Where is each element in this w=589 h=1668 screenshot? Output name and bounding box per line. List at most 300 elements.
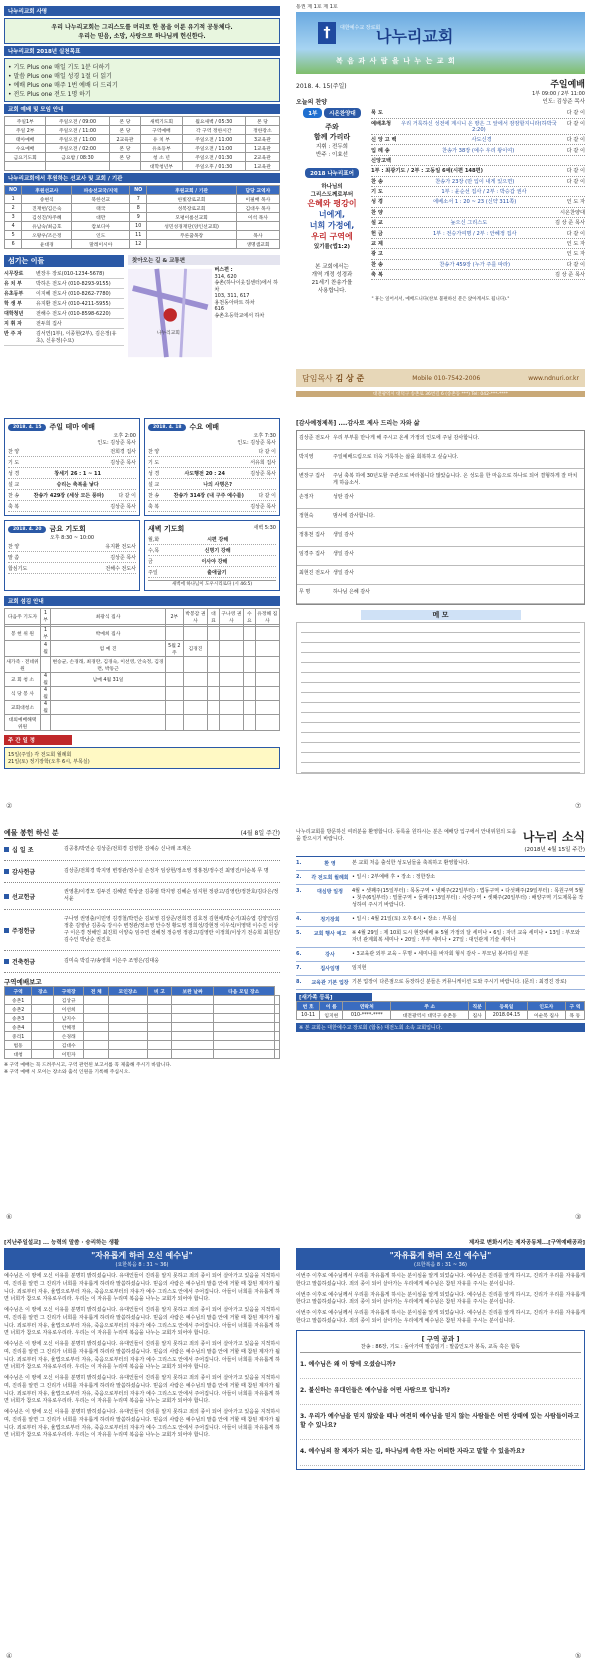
report-cell: 김상규 (54, 996, 84, 1005)
wed-row-cell: 설 교 (148, 481, 160, 488)
report-cell (32, 1041, 54, 1050)
mission-cell: 9 (130, 213, 147, 222)
lesson-paragraph: 이번주 이후로 예수님께서 우리를 자유롭게 하시는 분이심을 알게 되었습니다. 예수님은 진리를 알게 하시고, 진리가 우리를 자유롭게 한다고 말씀하셨습니다. 죄의 종이 되어 살아가는 우리에게 예수님은 참된 자유를 주시는 분이십니다. (296, 1291, 585, 1306)
report-table (4, 986, 280, 1059)
serve-cell: 다음주 기도자 (5, 609, 41, 625)
sun-row-cell (19, 448, 110, 455)
mission-cell: 2 (5, 204, 22, 213)
serve-cell (219, 687, 243, 701)
report-cell (274, 1041, 279, 1050)
sun-row-cell: 김상준 목사 (110, 503, 136, 510)
worship-cell: 1교육관 (245, 144, 279, 153)
worship-cell: 본 당 (109, 144, 141, 153)
mission-cell: 태국 (72, 204, 130, 213)
thanks-name: 변장구 집사 (299, 473, 325, 479)
report-header: 모인장소 (109, 987, 147, 996)
news-text: 기본 업장이 다른점으로 등장하신 분들은 커뮤니케이션 도와 주시기 바랍니다. (문의 : 최경진 장로) (352, 979, 567, 985)
news-item (296, 948, 585, 962)
question-list (300, 1359, 581, 1466)
order-item: 축 복 (371, 272, 383, 279)
news-heading: 각 전도회 월례회 (311, 875, 349, 881)
dawn-row-cell: 주일 (148, 569, 158, 576)
pastor-bar (296, 369, 585, 387)
vision-line-2: 우리는 믿음, 소망, 사랑으로 하나님께 헌신한다. (78, 33, 206, 40)
mission-cell: 6 (5, 240, 22, 249)
thanks-title: [감사예정제목] ....감사로 제사 드리는 자와 삶 (296, 420, 420, 427)
wed-row (148, 490, 276, 501)
page-number: ③ (575, 1213, 582, 1221)
order-detail (387, 240, 563, 247)
mission-cell: 3 (5, 213, 22, 222)
news-item (296, 857, 585, 871)
staff-name: 전해수 전도사 (010-8598-6220) (36, 311, 111, 317)
fri-title: 금요 기도회 (49, 525, 86, 533)
report-cell: 대청 (5, 1050, 32, 1059)
serve-cell: 5월 2주 (165, 641, 183, 657)
offering-names: 구나영 권영출/이민영 김경철/박연순 김보영 김상준/전희경 김효정 김현애/박순기/최승엽 김양인/김정훈 김영남 김종숙 강시수 변정관/정소영 안수정 황도영 정희성/강현정 이우석/이영택 이수진 이상구 이은경 정해인 최진희 이양숙 임주연 전혜정 정승영 정광고/김영란 이정희/이상기 전승희 최원진/김수인 박남순 권진호 (64, 916, 280, 943)
lesson-paragraph: 이번주 이후로 예수님께서 우리를 자유롭게 하시는 분이심을 알게 되었습니다. 예수님은 진리를 알게 하시고, 진리가 우리를 자유롭게 한다고 말씀하셨습니다. 죄의 종이 되어 살아가는 우리에게 예수님은 참된 자유를 주시는 분이십니다. (296, 1273, 585, 1287)
thanks-name: 무 명 (299, 589, 311, 595)
report-cell (213, 1041, 274, 1050)
order-item: 예배초청 (371, 120, 392, 127)
worship-cell: 태아예배 (5, 135, 46, 144)
news-number: 6. (296, 951, 302, 957)
wed-title: 수요 예배 (189, 423, 219, 431)
banner-motto: 복 음 과 사 람 을 나 누 는 교 회 (336, 57, 456, 66)
report-cell: 송촌3 (5, 1014, 32, 1023)
dawn-row-cell: 신명기 강해 (204, 547, 231, 554)
dawn-row-cell: 수,목 (148, 547, 160, 554)
order-row (371, 228, 585, 238)
mission-table (4, 185, 280, 249)
memo-lines[interactable] (296, 622, 585, 774)
report-cell (274, 996, 279, 1005)
order-detail: 높으신 그리스도 (450, 220, 488, 227)
newcomer-heading: [새가족 등록] (296, 993, 372, 1001)
staff-row (4, 309, 124, 319)
serve-cell (219, 701, 243, 715)
newcomer-cell: 목 동 (565, 1011, 584, 1020)
page-number: ⑥ (6, 1213, 13, 1221)
thanks-text: 성탄 감사 (333, 494, 354, 500)
sermon-reference: (요한복음 8 : 31 ~ 36) (115, 1262, 169, 1268)
report-cell: 손경래 (54, 1032, 84, 1041)
sun-row-cell (19, 503, 110, 510)
offering-category-label: 건축헌금 (12, 959, 36, 966)
serve-cell (244, 715, 256, 731)
worship-cell: 청 소 년 (141, 153, 182, 162)
report-header: 비 고 (147, 987, 172, 996)
serve-cell (219, 715, 243, 731)
motto-line: 우리 구역에 (311, 232, 353, 242)
worship-cell: 월요새벽 / 05:30 (182, 117, 245, 126)
serve-cell: 4월 (41, 687, 51, 701)
mission-row (5, 195, 280, 204)
report-cell: 이민자 (54, 1050, 84, 1059)
mission-row (5, 240, 280, 249)
news-number: 8. (296, 979, 302, 985)
worship-cell: 금요기도회 (5, 153, 46, 162)
dawn-row (148, 534, 276, 545)
dawn-row (148, 556, 276, 567)
offering-names: 권영훈/이경모 김두진 김혜민 박상균 김종범 박지영 김혜순 임지현 정광고/김영란/정찬호/김다은/정서윤 (64, 889, 279, 902)
serve-cell (5, 641, 41, 657)
serve-cell (183, 673, 207, 687)
conductor: 지휘 : 전두희 (316, 144, 348, 151)
serve-cell (244, 627, 256, 641)
wed-time: 오후 7:30 (253, 433, 276, 439)
report-cell (32, 1005, 54, 1014)
order-item: 찬 송 (371, 178, 383, 185)
offering-bullet (4, 928, 9, 933)
serve-cell: 1부 (41, 609, 51, 625)
mission-cell: 10 (130, 222, 147, 231)
serve-cell (183, 715, 207, 731)
report-cell: 송촌1 (5, 996, 32, 1005)
order-person: 다 같 이 (566, 137, 585, 144)
sun-row-cell: 전희경 집사 (110, 448, 136, 455)
fri-row-cell: 말 씀 (8, 554, 20, 561)
service-times: 1부 09:00 / 2부 11:00 (532, 91, 585, 98)
news-heading: 정기장회 (320, 917, 340, 923)
worship-cell (5, 162, 46, 171)
worship-cell: 본 당 (109, 117, 141, 126)
panel-sermon (4, 1238, 280, 1658)
sermon-body (4, 1273, 280, 1443)
mission-cell: 5 (5, 231, 22, 240)
report-cell (274, 1032, 279, 1041)
serve-cell: 수요 (244, 609, 256, 625)
news-item (296, 962, 585, 976)
lesson-box (296, 1330, 585, 1470)
panel-thanks-memo (296, 418, 585, 810)
report-cell (84, 1005, 109, 1014)
fri-time: 오후 8:30 ~ 10:00 (49, 535, 95, 541)
order-person: 다 같 이 (566, 178, 585, 185)
newcomer-header: 이 름 (320, 1002, 343, 1011)
news-text: • 일시 : 4월 21일(토) 오후 6시 • 장소 : 부목실 (352, 916, 457, 922)
newcomer-header: 인도자 (527, 1002, 565, 1011)
mission-cell: 말레이시아 (72, 240, 130, 249)
offering-category-label: 십 일 조 (12, 847, 34, 854)
report-cell (109, 1014, 147, 1023)
serve-cell (208, 641, 220, 657)
report-cell (84, 1032, 109, 1041)
report-cell (84, 1014, 109, 1023)
page-number: ⑤ (575, 1652, 582, 1660)
serve-row (5, 715, 280, 731)
report-cell (213, 1014, 274, 1023)
mission-cell: 인도 (72, 231, 130, 240)
sun-row-cell: 성 경 (8, 470, 20, 477)
report-row (5, 1050, 280, 1059)
serve-cell (208, 657, 220, 673)
order-detail (387, 109, 563, 116)
motto-line: 하나님의 (321, 184, 343, 191)
order-item: 헌 금 (371, 230, 383, 237)
mission-cell: 성민성경재단(양인선교회) (147, 222, 236, 231)
church-website[interactable]: www.ndnuri.or.kr (528, 374, 579, 382)
staff-role: 시무장로 (4, 271, 24, 277)
order-of-service (371, 108, 585, 294)
worship-row (5, 117, 280, 126)
thanks-row (297, 431, 584, 450)
report-cell (172, 1023, 213, 1032)
mission-row (5, 231, 280, 240)
offering-row (4, 861, 280, 883)
denomination: 대한예수교 장로회 (340, 25, 381, 32)
offering-category (4, 957, 64, 966)
serve-row (5, 657, 280, 673)
goal-item: • 전도 Plus one 전도 1명 하기 (8, 91, 91, 98)
serve-row (5, 701, 280, 715)
serve-cell (208, 673, 220, 687)
order-person: 김 상 준 목사 (554, 272, 585, 279)
serve-cell (165, 657, 183, 673)
order-item: 찬 송 (371, 261, 383, 268)
serve-cell: 변승균, 손경래, 최경란, 김경숙, 이선영, 안숙정, 김경련, 박동근 (51, 657, 166, 673)
order-detail: 에베소서 1 : 20 ~ 23 (신약 311쪽) (433, 199, 517, 206)
church-map (128, 267, 212, 359)
report-header: 구역 (5, 987, 32, 996)
thanks-text: 우리 부부를 만나게 해 주시고 온세 가정의 인도에 주님 감사합니다. (333, 435, 480, 441)
order-person: 다 같 이 (566, 230, 585, 237)
wed-row (148, 501, 276, 512)
report-cell (147, 1041, 172, 1050)
sun-row (8, 490, 136, 501)
order-person: 인 도 자 (566, 240, 585, 247)
staff-role: 유초등부 (4, 291, 24, 297)
sun-row-cell: 찬송가 429장 (세상 모든 풍파) (33, 492, 104, 499)
thanks-name: 손정자 (299, 494, 314, 500)
staff-role: 유 치 부 (4, 281, 22, 287)
report-header: 전 체 (84, 987, 109, 996)
wed-row-cell: 성 경 (148, 470, 160, 477)
sun-row-cell: 다 같 이 (118, 492, 136, 499)
report-cell (172, 1014, 213, 1023)
serve-cell: 박예희 집사 (51, 627, 166, 641)
report-cell (109, 1050, 147, 1059)
lesson-box-title: [ 구역 공과 ] (421, 1334, 460, 1343)
lesson-meta: 찬송 : 86장, 기도 : 돌아가며 말씀읽기 : 말씀인도자 봉독, 교독 혹은 합독 (300, 1343, 581, 1353)
news-number: 1. (296, 860, 302, 866)
sun-time: 오후 2:00 (113, 433, 136, 439)
offering-row (4, 910, 280, 951)
lesson-question: 1. 예수님은 왜 이 땅에 오셨습니까? (300, 1359, 581, 1379)
serve-cell (165, 673, 183, 687)
serve-cell (255, 673, 279, 687)
dawn-row-cell: 시편 강해 (207, 536, 229, 543)
fri-row-cell (27, 565, 105, 572)
report-cell: 중리1 (5, 1032, 32, 1041)
report-cell (274, 1005, 279, 1014)
order-row (371, 135, 585, 145)
offering-bullet (4, 847, 9, 852)
vision-line-1: 우리 나누리교회는 그리스도를 머리로 한 몸을 이룬 유기적 공동체다. (51, 24, 233, 31)
news-heading: 교육관 기본 업장 (311, 980, 349, 986)
sun-row-cell: 찬 송 (8, 492, 20, 499)
fri-row (8, 552, 136, 563)
mission-cell: 김대우 목사 (236, 204, 279, 213)
serve-cell: 교 회 청 소 (5, 673, 41, 687)
goal-item: • 말씀 Plus one 매일 성경 1절 더 읽기 (8, 73, 112, 80)
serve-cell (183, 687, 207, 701)
song-label: 오늘의 찬양 (296, 99, 328, 107)
wed-row-cell: 축 복 (148, 503, 160, 510)
panel-church-info (4, 4, 280, 399)
report-cell (274, 1023, 279, 1032)
fri-row (8, 563, 136, 574)
order-item: 신 앙 고 백 (371, 137, 397, 144)
staff-role: 반 주 자 (4, 331, 22, 337)
thanks-name: 정홍천 집사 (299, 532, 325, 538)
report-cell (147, 1050, 172, 1059)
order-row (371, 260, 585, 270)
offering-row (4, 883, 280, 910)
motto-badge: 2018 나누리표어 (305, 168, 359, 178)
thanks-name: 박지영 (299, 454, 314, 460)
staff-name: 이지혜 전도사 (010-8262-7780) (36, 291, 111, 297)
sun-row-cell: 김상준 목사 (110, 459, 136, 466)
worship-cell: 주일오전 / 11:00 (182, 144, 245, 153)
news-item (296, 976, 585, 990)
mission-cell: 1 (5, 195, 22, 204)
lesson-body (296, 1273, 585, 1326)
report-cell (32, 1050, 54, 1059)
mission-header: 담당 교역자 (236, 186, 279, 195)
serve-cell: 유정해 집사 (255, 609, 279, 625)
news-heading: 대심방 일정 (317, 889, 343, 895)
report-cell: 법동 (5, 1041, 32, 1050)
pastor-label: 담임목사 (302, 373, 333, 383)
offering-names: 김상준/전희경 박지영 변정관/정수실 손정자 임상현/정소영 정홍천/정수진 최영진/이순복 무 명 (64, 868, 269, 874)
worship-cell: 구역예배 (141, 126, 182, 135)
sun-row-cell: 기 도 (8, 459, 20, 466)
sun-row-cell: 창세기 26 : 1 ~ 11 (54, 470, 102, 477)
accompanist: 반주 : 이효선 (316, 152, 348, 159)
staff-role: 대학청년 (4, 311, 24, 317)
thanks-row (297, 566, 584, 585)
worship-cell: 주일오전 / 11:00 (46, 135, 109, 144)
panel-lesson (296, 1238, 585, 1658)
serve-cell (51, 687, 166, 701)
order-row (371, 108, 585, 118)
fri-row-cell (19, 543, 105, 550)
serve-cell: 엄 예 진 (51, 641, 166, 657)
mission-header: NO (130, 186, 147, 195)
serve-cell (165, 687, 183, 701)
report-cell (147, 996, 172, 1005)
sun-row-cell (19, 459, 110, 466)
map-heading: 찾아오는 길 & 교통편 (128, 255, 280, 265)
worship-cell: 각 구역 정한시간 (182, 126, 245, 135)
worship-cell: 본 당 (245, 117, 279, 126)
order-person: 인 도 자 (566, 199, 585, 206)
offering-bullet (4, 959, 9, 964)
thanks-text: 주님 축복 하에 30년도할 주관으로 바라봅니다 많았습니다. 온 성도를 한 마음으로 하나로 되어 결형하게 잘 마치게 하옵소서. (333, 473, 578, 486)
bus-line: 314, 620 (214, 273, 237, 280)
news-text: 본 교회 처음 출석한 성도님들을 축복하고 환영합니다. (352, 860, 470, 866)
worship-cell: 정한장소 (245, 126, 279, 135)
news-text: 4월 • 셋째주(15일부터) : 목동구역 • 넷째주(22일부터) : 법동구역 • 다섯째주(29일부터) : 목원구역 5월 • 첫주(6일부터) : 밀물구역 • 둘째주(13일부터) : 사랑구역 • 셋째주(20일부터) : 배양구역 기도제목을 작성하여 주시기 바랍니다. (352, 888, 584, 908)
sun-row-cell: 축 복 (8, 503, 20, 510)
wed-row (148, 446, 276, 457)
thanks-row (297, 509, 584, 528)
worship-cell: 주일오전 / 09:00 (46, 117, 109, 126)
staff-name: 변장우 장로(010-1234-5678) (36, 271, 105, 277)
worship-row (5, 135, 280, 144)
report-cell (32, 1014, 54, 1023)
staff-name: 김서연(1부), 이종현(2부), 김은정(유초), 신유정(수요) (36, 331, 117, 344)
order-row (371, 270, 585, 280)
lesson-question: 3. 우리가 예수님을 믿지 않았을 때나 여전히 예수님을 믿지 않는 사람들은 어떤 상태에 있는 사람들이라고 할 수 있나요? (300, 1411, 581, 1440)
svg-text:나누리교회: 나누리교회 (156, 331, 180, 337)
mission-cell: 12 (130, 240, 147, 249)
report-cell (32, 996, 54, 1005)
bus-heading: 버스편 : (214, 267, 233, 273)
goal-item: • 기도 Plus one 매일 기도 1분 더하기 (8, 64, 111, 71)
weekly-box (4, 747, 280, 769)
news-text: ※ 4월 29일 : 제 10회 도시 현장예배 ※ 5월 가정의 달 세미나 • 6일 : 자녀 교육 세미나 • 13일 : 부모와 자녀 관계회복 세미나 • 20일 : 부부 세미나 • 27일 : 대인관계 기술 세미나 (352, 930, 580, 943)
order-detail (387, 271, 551, 278)
staff-heading: 섬기는 이들 (4, 255, 124, 267)
bus-line: 송촌(하나이웃집센터)에서 하차 (214, 280, 278, 293)
serve-cell (41, 715, 51, 731)
dawn-row-cell: 금 (148, 558, 153, 565)
report-cell (147, 1032, 172, 1041)
lesson-paragraph: 이번주 이후로 예수님께서 우리를 자유롭게 하시는 분이심을 알게 되었습니다. 예수님은 진리를 알게 하시고, 진리가 우리를 자유롭게 한다고 말씀하셨습니다. 죄의 종이 되어 살아가는 우리에게 예수님은 참된 자유를 주시는 분이십니다. (296, 1310, 585, 1324)
sun-leader: 인도: 김상준 목사 (97, 440, 136, 446)
report-row (5, 1041, 280, 1050)
vision-box (4, 18, 280, 44)
report-cell (172, 996, 213, 1005)
dawn-row-cell: 출애굽기 (207, 569, 227, 576)
wed-row-cell: 사도행전 20 : 24 (184, 470, 225, 477)
order-row (371, 145, 585, 155)
order-person: 인 도 자 (566, 251, 585, 258)
dawn-time: 새벽 5:30 (253, 525, 276, 531)
wed-row-cell (159, 459, 250, 466)
serve-cell: 박봉갑 권사 (183, 609, 207, 625)
serve-cell (244, 687, 256, 701)
news-item (296, 913, 585, 927)
report-cell: 남지수 (54, 1014, 84, 1023)
report-header: 다음 모일 장소 (213, 987, 274, 996)
lesson-title-box (296, 1248, 585, 1270)
order-detail: 찬송가 23장 (만 입이 내게 있으면) (435, 178, 515, 185)
mission-cell: 목사 (236, 231, 279, 240)
serve-cell: 4월 (41, 673, 51, 687)
worship-cell: 주일오전 / 11:00 (46, 126, 109, 135)
serve-cell (244, 657, 256, 673)
order-row (371, 239, 585, 249)
serve-heading: 교회 섬김 안내 (4, 596, 280, 606)
report-row (5, 996, 280, 1005)
sun-row (8, 446, 136, 457)
wed-row-cell: 찬송가 314장 (내 구주 예수를) (173, 492, 244, 499)
church-name: 나누리교회 (376, 27, 454, 47)
wed-row-cell (159, 503, 250, 510)
mission-cell: 11 (130, 231, 147, 240)
wed-row-cell: 다 같 이 (258, 448, 276, 455)
thanks-name: 정현숙 (299, 513, 314, 519)
order-detail: 1부 : 윤순선 집사 / 2부 : 박승갑 권사 (441, 189, 527, 196)
newcomer-cell: 010-****-**** (343, 1011, 391, 1020)
serve-cell (208, 701, 220, 715)
serve-cell: 대외예배해택 위원 (5, 715, 41, 731)
motto-line: 너희 가정에, (309, 221, 355, 231)
thanks-text: 생일 감사 (333, 551, 354, 557)
